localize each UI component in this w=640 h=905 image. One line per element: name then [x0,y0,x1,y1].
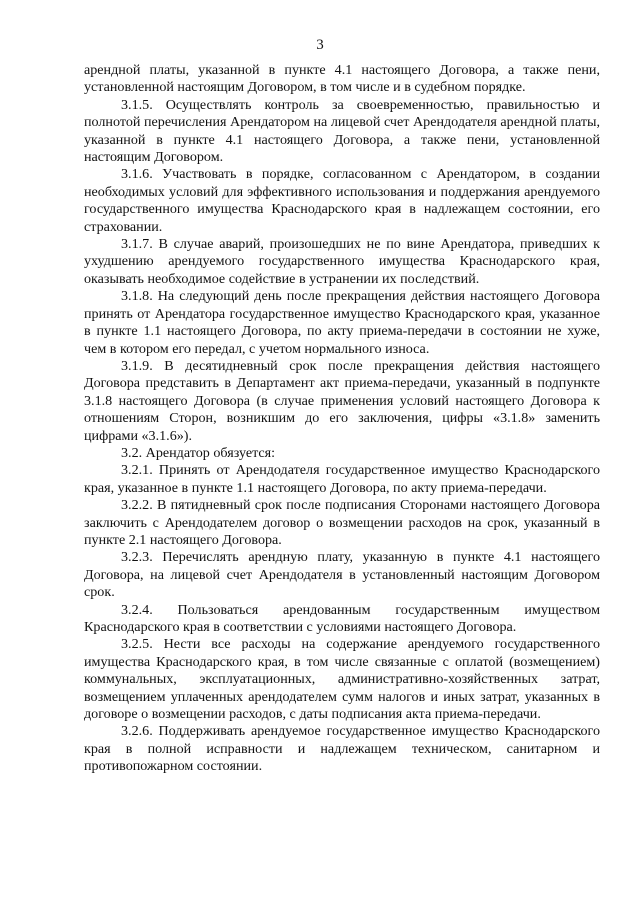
paragraph-3-2-5: 3.2.5. Нести все расходы на содержание арендуемого государственного имущества Краснодарского края, в том числе связанные с оплатой (возмещением) коммунальных, эксплуатационных, административно-хозяйственных затрат, возмещением уплаченных арендодателем сумм налогов и иных затрат, указанных в договоре о возмещении расходов, с даты подписания акта приема-передачи. [84,636,600,723]
paragraph-3-1-6: 3.1.6. Участвовать в порядке, согласованном с Арендатором, в создании необходимых условий для эффективного использования и поддержания арендуемого государственного имущества Краснодарского края в надлежащем состоянии, его страховании. [84,166,600,235]
paragraph-3-1-7: 3.1.7. В случае аварий, произошедших не по вине Арендатора, приведших к ухудшению арендуемого государственного имущества Краснодарского края, оказывать необходимое содействие в устранении их последствий. [84,236,600,287]
paragraph-3-1-8: 3.1.8. На следующий день после прекращения действия настоящего Договора принять от Арендатора государственное имущество Краснодарского края, указанное в пункте 1.1 настоящего Договора, по акту приема-передачи в состоянии не хуже, чем в котором его передал, с учетом нормального износа. [84,288,600,357]
paragraph-3-2-6: 3.2.6. Поддерживать арендуемое государственное имущество Краснодарского края в полной исправности и надлежащем техническом, санитарном и противопожарном состоянии. [84,723,600,775]
paragraph-continuation: арендной платы, указанной в пункте 4.1 настоящего Договора, а также пени, установленной настоящим Договором, в том числе и в судебном порядке. [84,62,600,96]
paragraph-3-2-3: 3.2.3. Перечислять арендную плату, указанную в пункте 4.1 настоящего Договора, на лицевой счет Арендодателя в установленный настоящим Договором срок. [84,549,600,601]
paragraph-3-2-1: 3.2.1. Принять от Арендодателя государственное имущество Краснодарского края, указанное в пункте 1.1 настоящего Договора, по акту приема-передачи. [84,462,600,496]
paragraph-3-1-9: 3.1.9. В десятидневный срок после прекращения действия настоящего Договора представить в Департамент акт приема-передачи, указанный в подпункте 3.1.8 настоящего Договора (в случае применения условий настоящего Договора к отношениям Сторон, возникшим до его заключения, цифры «3.1.8» заменить цифрами «3.1.6»). [84,357,600,444]
paragraph-3-2-2: 3.2.2. В пятидневный срок после подписания Сторонами настоящего Договора заключить с Арендодателем договор о возмещении расходов на срок, указанный в пункте 2.1 настоящего Договора. [84,497,600,548]
paragraph-3-2-4: 3.2.4. Пользоваться арендованным государственным имуществом Краснодарского края в соответствии с условиями настоящего Договора. [84,601,600,635]
document-body [84,62,600,776]
paragraph-3-2: 3.2. Арендатор обязуется: [121,444,276,461]
page-number: 3 [316,37,324,53]
paragraph-3-1-5: 3.1.5. Осуществлять контроль за своевременностью, правильностью и полнотой перечисления Арендатором на лицевой счет Арендодателя арендной платы, указанной в пункте 4.1 настоящего Договора, а также пени, установленной настоящим Договором. [84,96,600,166]
